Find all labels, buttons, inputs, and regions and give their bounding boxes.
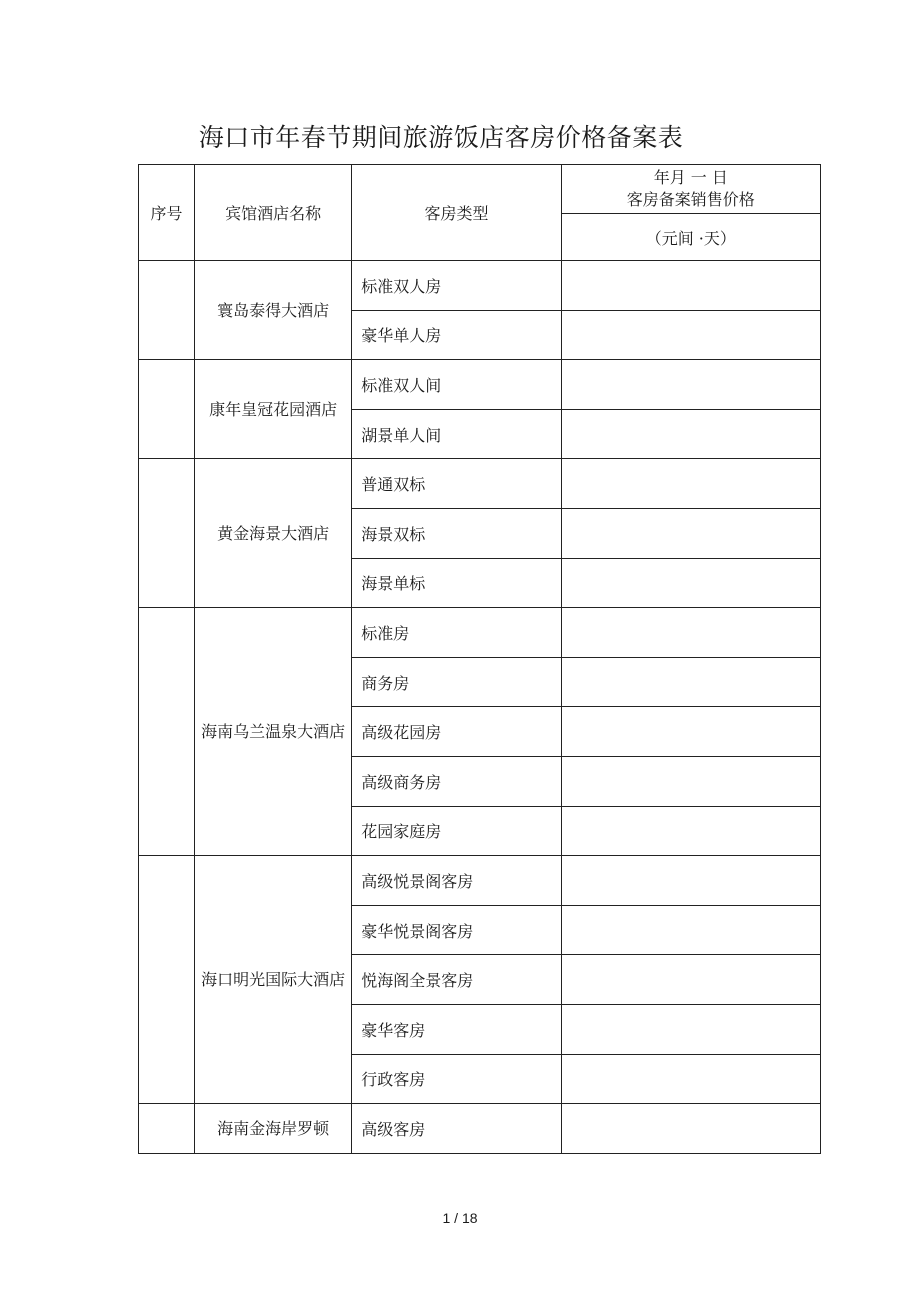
room-price xyxy=(561,508,820,558)
room-price xyxy=(561,310,820,360)
room-type: 标准房 xyxy=(352,608,561,658)
price-filing-table xyxy=(138,164,821,1154)
table-row xyxy=(139,608,821,658)
room-type: 高级花园房 xyxy=(352,707,561,757)
room-price xyxy=(561,261,820,311)
table-row xyxy=(139,856,821,906)
header-room-type: 客房类型 xyxy=(352,165,561,261)
room-price xyxy=(561,707,820,757)
room-type: 标准双人房 xyxy=(352,261,561,311)
room-price xyxy=(561,856,820,906)
room-type: 高级商务房 xyxy=(352,756,561,806)
room-price xyxy=(561,409,820,459)
hotel-name: 康年皇冠花园酒店 xyxy=(195,360,352,459)
header-hotel-name: 宾馆酒店名称 xyxy=(195,165,352,261)
room-price xyxy=(561,360,820,410)
hotel-seq xyxy=(139,856,195,1104)
room-type: 悦海阁全景客房 xyxy=(352,955,561,1005)
room-type: 高级悦景阁客房 xyxy=(352,856,561,906)
room-price xyxy=(561,1054,820,1104)
header-seq: 序号 xyxy=(139,165,195,261)
room-type: 标准双人间 xyxy=(352,360,561,410)
room-price xyxy=(561,955,820,1005)
room-price xyxy=(561,1104,820,1154)
room-type: 商务房 xyxy=(352,657,561,707)
room-type: 豪华客房 xyxy=(352,1004,561,1054)
header-unit: （元间 ·天） xyxy=(561,214,820,261)
room-price xyxy=(561,608,820,658)
hotel-name: 海南金海岸罗顿 xyxy=(195,1104,352,1154)
hotel-name: 黄金海景大酒店 xyxy=(195,459,352,608)
hotel-name: 寰岛泰得大酒店 xyxy=(195,261,352,360)
header-date-line: 年月 一 日 xyxy=(653,168,728,187)
room-price xyxy=(561,459,820,509)
room-type: 行政客房 xyxy=(352,1054,561,1104)
hotel-seq xyxy=(139,360,195,459)
table-row xyxy=(139,360,821,410)
room-type: 高级客房 xyxy=(352,1104,561,1154)
room-price xyxy=(561,558,820,608)
hotel-seq xyxy=(139,1104,195,1154)
room-type: 普通双标 xyxy=(352,459,561,509)
room-price xyxy=(561,1004,820,1054)
table-row xyxy=(139,459,821,509)
page-number: 1 / 18 xyxy=(442,1210,478,1226)
room-type: 花园家庭房 xyxy=(352,806,561,856)
hotel-seq xyxy=(139,459,195,608)
room-price xyxy=(561,905,820,955)
room-type: 海景双标 xyxy=(352,508,561,558)
header-price xyxy=(561,165,820,214)
room-type: 海景单标 xyxy=(352,558,561,608)
room-price xyxy=(561,657,820,707)
hotel-name: 海口明光国际大酒店 xyxy=(195,856,352,1104)
room-type: 豪华单人房 xyxy=(352,310,561,360)
room-price xyxy=(561,806,820,856)
hotel-seq xyxy=(139,261,195,360)
room-price xyxy=(561,756,820,806)
page-title: 海口市年春节期间旅游饭店客房价格备案表 xyxy=(198,123,684,152)
hotel-seq xyxy=(139,608,195,856)
room-type: 湖景单人间 xyxy=(352,409,561,459)
table-row xyxy=(139,1104,821,1154)
header-price-label: 客房备案销售价格 xyxy=(626,190,755,209)
hotel-name: 海南乌兰温泉大酒店 xyxy=(195,608,352,856)
room-type: 豪华悦景阁客房 xyxy=(352,905,561,955)
table-row xyxy=(139,261,821,311)
